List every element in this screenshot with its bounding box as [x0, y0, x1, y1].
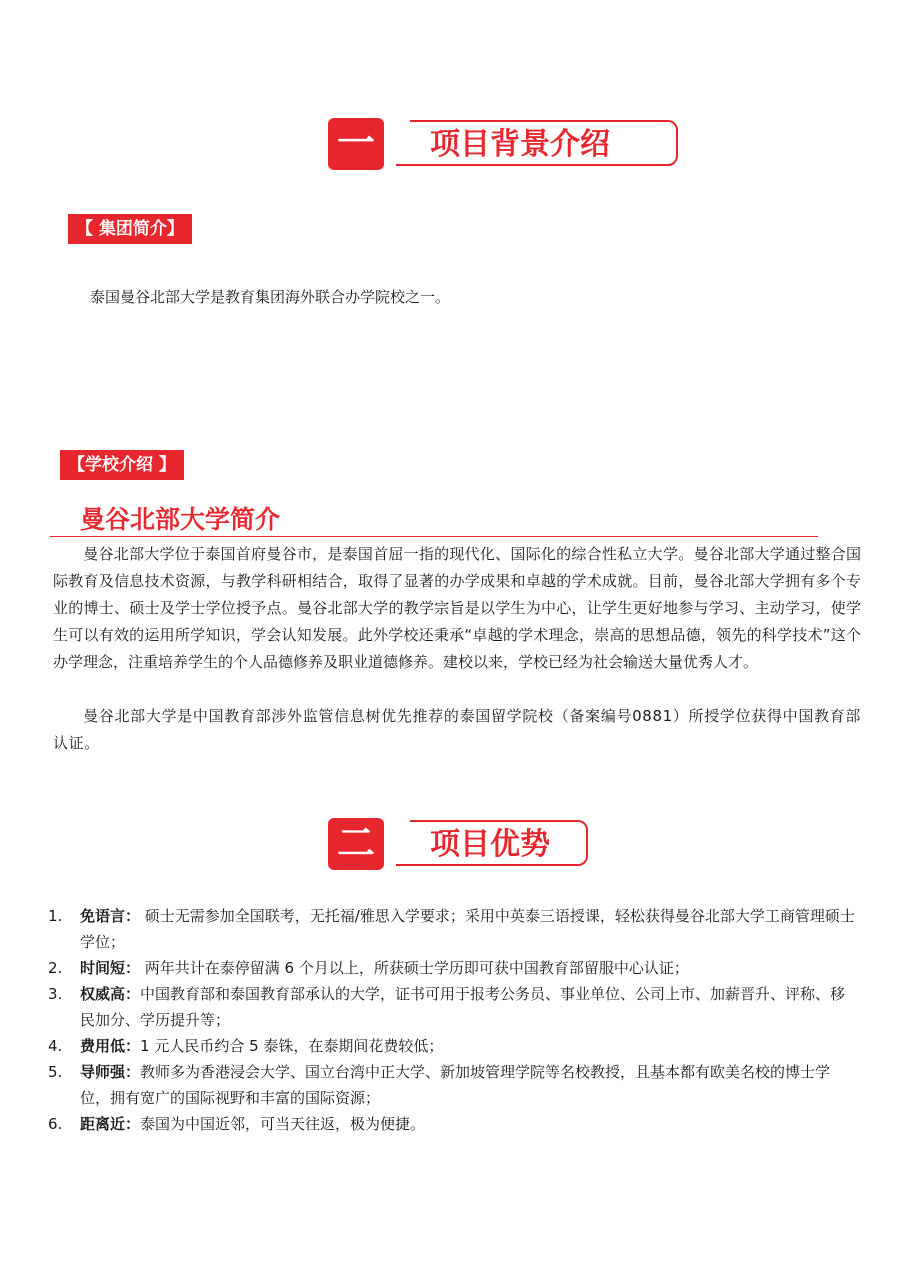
school-subtitle: 曼谷北部大学简介 — [80, 505, 281, 534]
list-item-key: 权威高： — [80, 985, 141, 1003]
list-item-number: 2. — [48, 959, 63, 977]
list-item-text: 教师多为香港浸会大学、国立台湾中正大学、新加坡管理学院等名校教授，且基本都有欧美名校的博士学位，拥有宽广的国际视野和丰富的国际资源； — [80, 1063, 831, 1107]
section-number: 二 — [328, 818, 384, 870]
list-item-number: 4. — [48, 1037, 63, 1055]
list-item — [48, 1033, 860, 1059]
section-number: 一 — [328, 118, 384, 170]
list-item-text: 中国教育部和泰国教育部承认的大学，证书可用于报考公务员、事业单位、公司上市、加薪晋升、评称、移民加分、学历提升等； — [80, 985, 846, 1029]
school-intro-tag: 【学校介绍 】 — [60, 450, 184, 480]
list-item-key: 时间短： — [80, 959, 141, 977]
section-header-advantages — [328, 818, 588, 872]
school-paragraph-2-text: 曼谷北部大学是中国教育部涉外监管信息树优先推荐的泰国留学院校（备案编号0881）所授学位获得中国教育部认证。 — [53, 707, 861, 752]
group-intro-text: 泰国曼谷北部大学是教育集团海外联合办学院校之一。 — [90, 288, 451, 306]
list-item-number: 5. — [48, 1063, 63, 1081]
list-item — [48, 1059, 860, 1111]
list-item-number: 6. — [48, 1115, 63, 1133]
group-intro-tag: 【 集团简介】 — [68, 214, 192, 244]
list-item-text: 硕士无需参加全国联考，无托福/雅思入学要求；采用中英泰三语授课，轻松获得曼谷北部大学工商管理硕士学位； — [80, 907, 855, 951]
list-item — [48, 981, 860, 1033]
advantages-list — [48, 903, 860, 1137]
school-paragraph-1-text: 曼谷北部大学位于泰国首府曼谷市，是泰国首屈一指的现代化、国际化的综合性私立大学。曼谷北部大学通过整合国际教育及信息技术资源，与教学科研相结合，取得了显著的办学成果和卓越的学术成就。目前，曼谷北部大学拥有多个专业的博士、硕士及学士学位授予点。曼谷北部大学的教学宗旨是以学生为中心，让学生更好地参与学习、主动学习，使学生可以有效的运用所学知识，学会认知发展。此外学校还秉承“卓越的学术理念，崇高的思想品德，领先的科学技术”这个办学理念，注重培养学生的个人品德修养及职业道德修养。建校以来，学校已经为社会输送大量优秀人才。 — [53, 545, 861, 671]
list-item-number: 1. — [48, 907, 63, 925]
section-header-background — [328, 118, 680, 172]
list-item-text: 两年共计在泰停留满 6 个月以上，所获硕士学历即可获中国教育部留服中心认证； — [140, 959, 689, 977]
school-paragraph-1 — [53, 541, 861, 676]
list-item-key: 导师强： — [80, 1063, 141, 1081]
section-title: 项目优势 — [396, 820, 588, 866]
list-item — [48, 1111, 860, 1137]
subtitle-underline — [50, 536, 818, 537]
list-item-text: 1 元人民币约合 5 泰铢，在泰期间花费较低； — [140, 1037, 444, 1055]
list-item-key: 距离近： — [80, 1115, 141, 1133]
list-item-text: 泰国为中国近邻，可当天往返，极为便捷。 — [140, 1115, 426, 1133]
list-item-key: 费用低： — [80, 1037, 141, 1055]
school-paragraph-2 — [53, 703, 861, 757]
list-item — [48, 955, 860, 981]
list-item-number: 3. — [48, 985, 63, 1003]
list-item-key: 免语言： — [80, 907, 141, 925]
section-title: 项目背景介绍 — [396, 120, 678, 166]
list-item — [48, 903, 860, 955]
